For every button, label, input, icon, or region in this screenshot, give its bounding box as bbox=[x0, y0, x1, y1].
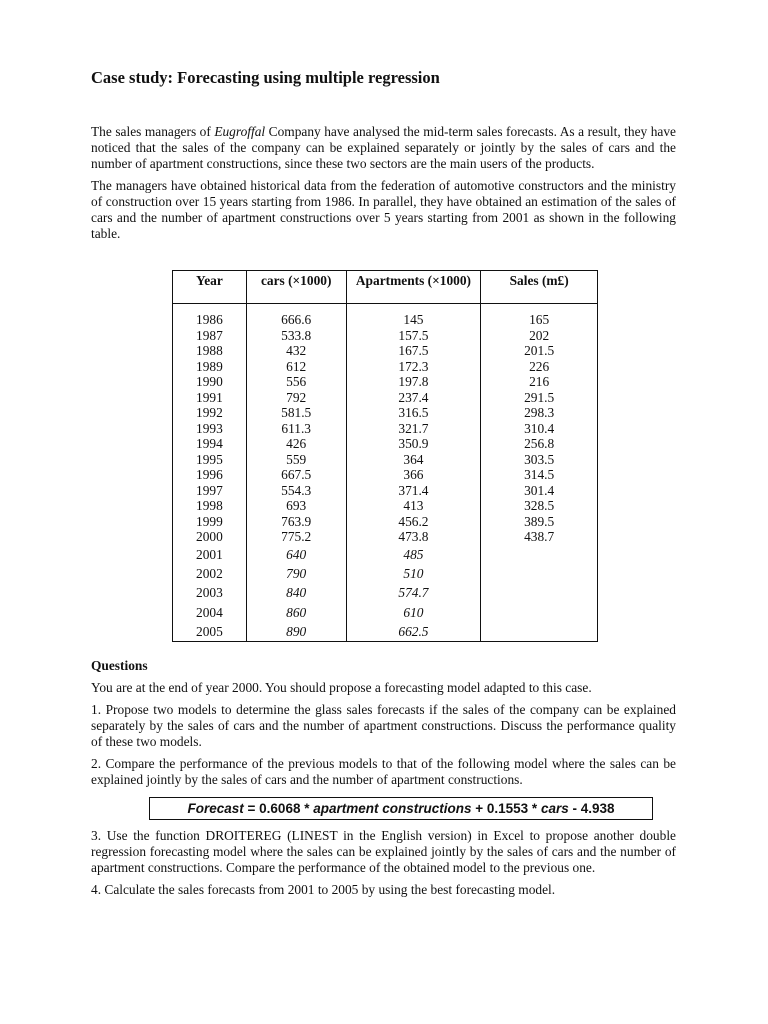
table-row bbox=[173, 529, 598, 545]
table-row bbox=[173, 421, 598, 437]
cell-cars: 860 bbox=[246, 602, 346, 621]
table-row bbox=[173, 483, 598, 499]
formula-var-apartments: apartment constructions bbox=[313, 801, 472, 816]
table-header-row bbox=[173, 271, 598, 304]
cell-cars: 666.6 bbox=[246, 312, 346, 328]
cell-apartments: 485 bbox=[346, 545, 481, 564]
table-row bbox=[173, 405, 598, 421]
cell-sales: 314.5 bbox=[481, 467, 598, 483]
question-4: 4. Calculate the sales forecasts from 2001 to 2005 by using the best forecasting model. bbox=[91, 882, 556, 897]
table-row bbox=[173, 467, 598, 483]
table-row bbox=[173, 390, 598, 406]
cell-sales: 298.3 bbox=[481, 405, 598, 421]
cell-sales: 310.4 bbox=[481, 421, 598, 437]
cell-sales: 216 bbox=[481, 374, 598, 390]
cell-sales bbox=[481, 602, 598, 621]
formula-eq: = 0.6068 * bbox=[243, 801, 314, 816]
cell-sales bbox=[481, 622, 598, 642]
cell-year: 2002 bbox=[173, 564, 247, 583]
cell-apartments: 197.8 bbox=[346, 374, 481, 390]
intro-p1-after: Company have analysed the mid-term sales forecasts. As a result, they have noticed that the sales of the company can be explained separately or jointly by the sales of cars and the number of apartment constructions, since these two sectors are the main users of the products. bbox=[91, 124, 676, 171]
cell-sales: 165 bbox=[481, 312, 598, 328]
cell-apartments: 413 bbox=[346, 498, 481, 514]
cell-apartments: 321.7 bbox=[346, 421, 481, 437]
cell-year: 2005 bbox=[173, 622, 247, 642]
cell-apartments: 157.5 bbox=[346, 328, 481, 344]
cell-cars: 426 bbox=[246, 436, 346, 452]
formula-lhs: Forecast bbox=[187, 801, 244, 816]
cell-cars: 559 bbox=[246, 452, 346, 468]
data-table bbox=[172, 270, 598, 642]
cell-cars: 840 bbox=[246, 583, 346, 602]
cell-sales bbox=[481, 564, 598, 583]
cell-cars: 611.3 bbox=[246, 421, 346, 437]
cell-apartments: 350.9 bbox=[346, 436, 481, 452]
cell-year: 1991 bbox=[173, 390, 247, 406]
cell-apartments: 366 bbox=[346, 467, 481, 483]
table-row bbox=[173, 343, 598, 359]
table-row bbox=[173, 359, 598, 375]
cell-apartments: 167.5 bbox=[346, 343, 481, 359]
cell-year: 1993 bbox=[173, 421, 247, 437]
cell-sales: 438.7 bbox=[481, 529, 598, 545]
questions-section bbox=[91, 658, 676, 898]
cell-cars: 792 bbox=[246, 390, 346, 406]
table-row bbox=[173, 312, 598, 328]
cell-year: 1986 bbox=[173, 312, 247, 328]
table-spacer bbox=[173, 304, 598, 313]
cell-sales: 201.5 bbox=[481, 343, 598, 359]
cell-apartments: 172.3 bbox=[346, 359, 481, 375]
header-apartments: Apartments (×1000) bbox=[346, 271, 481, 304]
cell-sales: 202 bbox=[481, 328, 598, 344]
cell-sales: 389.5 bbox=[481, 514, 598, 530]
table-row bbox=[173, 436, 598, 452]
cell-sales: 301.4 bbox=[481, 483, 598, 499]
cell-year: 1995 bbox=[173, 452, 247, 468]
formula-mid: + 0.1553 * bbox=[471, 801, 541, 816]
cell-apartments: 237.4 bbox=[346, 390, 481, 406]
table-row bbox=[173, 564, 598, 583]
cell-year: 1997 bbox=[173, 483, 247, 499]
cell-apartments: 473.8 bbox=[346, 529, 481, 545]
company-name: Eugroffal bbox=[214, 124, 266, 139]
cell-year: 2004 bbox=[173, 602, 247, 621]
cell-cars: 890 bbox=[246, 622, 346, 642]
intro-p1-before: The sales managers of bbox=[91, 124, 215, 139]
intro-paragraph-1 bbox=[91, 124, 676, 172]
cell-cars: 612 bbox=[246, 359, 346, 375]
cell-apartments: 145 bbox=[346, 312, 481, 328]
table-row bbox=[173, 602, 598, 621]
cell-sales: 226 bbox=[481, 359, 598, 375]
cell-sales bbox=[481, 545, 598, 564]
cell-year: 1998 bbox=[173, 498, 247, 514]
header-sales: Sales (m£) bbox=[481, 271, 598, 304]
question-2: 2. Compare the performance of the previous models to that of the following model where the sales can be explained jointly by the sales of cars and the number of apartment constructions. bbox=[91, 756, 676, 787]
cell-cars: 640 bbox=[246, 545, 346, 564]
table-row bbox=[173, 514, 598, 530]
cell-apartments: 456.2 bbox=[346, 514, 481, 530]
cell-year: 2001 bbox=[173, 545, 247, 564]
cell-sales: 303.5 bbox=[481, 452, 598, 468]
cell-year: 1999 bbox=[173, 514, 247, 530]
cell-cars: 775.2 bbox=[246, 529, 346, 545]
cell-year: 1992 bbox=[173, 405, 247, 421]
document-page bbox=[91, 68, 676, 897]
cell-apartments: 371.4 bbox=[346, 483, 481, 499]
cell-year: 1996 bbox=[173, 467, 247, 483]
cell-sales: 328.5 bbox=[481, 498, 598, 514]
cell-cars: 763.9 bbox=[246, 514, 346, 530]
cell-apartments: 316.5 bbox=[346, 405, 481, 421]
table-row bbox=[173, 498, 598, 514]
page-title: Case study: Forecasting using multiple regression bbox=[91, 68, 440, 87]
table-row bbox=[173, 622, 598, 642]
questions-heading: Questions bbox=[91, 658, 148, 673]
question-1: 1. Propose two models to determine the glass sales forecasts if the sales of the company can be explained separately by the sales of cars and the number of apartment constructions. Discuss the performance quality of these two models. bbox=[91, 702, 676, 749]
formula-end: - 4.938 bbox=[568, 801, 615, 816]
cell-year: 1988 bbox=[173, 343, 247, 359]
header-year: Year bbox=[173, 271, 247, 304]
cell-cars: 581.5 bbox=[246, 405, 346, 421]
cell-year: 2000 bbox=[173, 529, 247, 545]
cell-year: 1990 bbox=[173, 374, 247, 390]
cell-apartments: 662.5 bbox=[346, 622, 481, 642]
cell-year: 2003 bbox=[173, 583, 247, 602]
cell-year: 1994 bbox=[173, 436, 247, 452]
cell-sales bbox=[481, 583, 598, 602]
forecast-formula-box bbox=[149, 797, 653, 820]
cell-apartments: 574.7 bbox=[346, 583, 481, 602]
cell-cars: 554.3 bbox=[246, 483, 346, 499]
cell-year: 1989 bbox=[173, 359, 247, 375]
header-cars: cars (×1000) bbox=[246, 271, 346, 304]
table-row bbox=[173, 545, 598, 564]
cell-cars: 533.8 bbox=[246, 328, 346, 344]
cell-sales: 256.8 bbox=[481, 436, 598, 452]
cell-cars: 790 bbox=[246, 564, 346, 583]
cell-cars: 667.5 bbox=[246, 467, 346, 483]
cell-cars: 556 bbox=[246, 374, 346, 390]
cell-sales: 291.5 bbox=[481, 390, 598, 406]
question-3: 3. Use the function DROITEREG (LINEST in the English version) in Excel to propose another double regression forecasting model where the sales can be explained jointly by the sales of cars and the number of apartment constructions. Compare the performance of the obtained model to the previous one. bbox=[91, 828, 676, 875]
intro-paragraph-2: The managers have obtained historical data from the federation of automotive constructors and the ministry of construction over 15 years starting from 1986. In parallel, they have obtained an estimation of the sales of cars and the number of apartment constructions over 5 years starting from 2001 as shown in the following table. bbox=[91, 178, 676, 241]
table-row bbox=[173, 452, 598, 468]
cell-cars: 432 bbox=[246, 343, 346, 359]
cell-apartments: 610 bbox=[346, 602, 481, 621]
cell-apartments: 364 bbox=[346, 452, 481, 468]
formula-var-cars: cars bbox=[540, 801, 569, 816]
table-row bbox=[173, 374, 598, 390]
table-row bbox=[173, 583, 598, 602]
table-row bbox=[173, 328, 598, 344]
questions-intro: You are at the end of year 2000. You should propose a forecasting model adapted to this case. bbox=[91, 680, 592, 695]
cell-year: 1987 bbox=[173, 328, 247, 344]
cell-cars: 693 bbox=[246, 498, 346, 514]
cell-apartments: 510 bbox=[346, 564, 481, 583]
